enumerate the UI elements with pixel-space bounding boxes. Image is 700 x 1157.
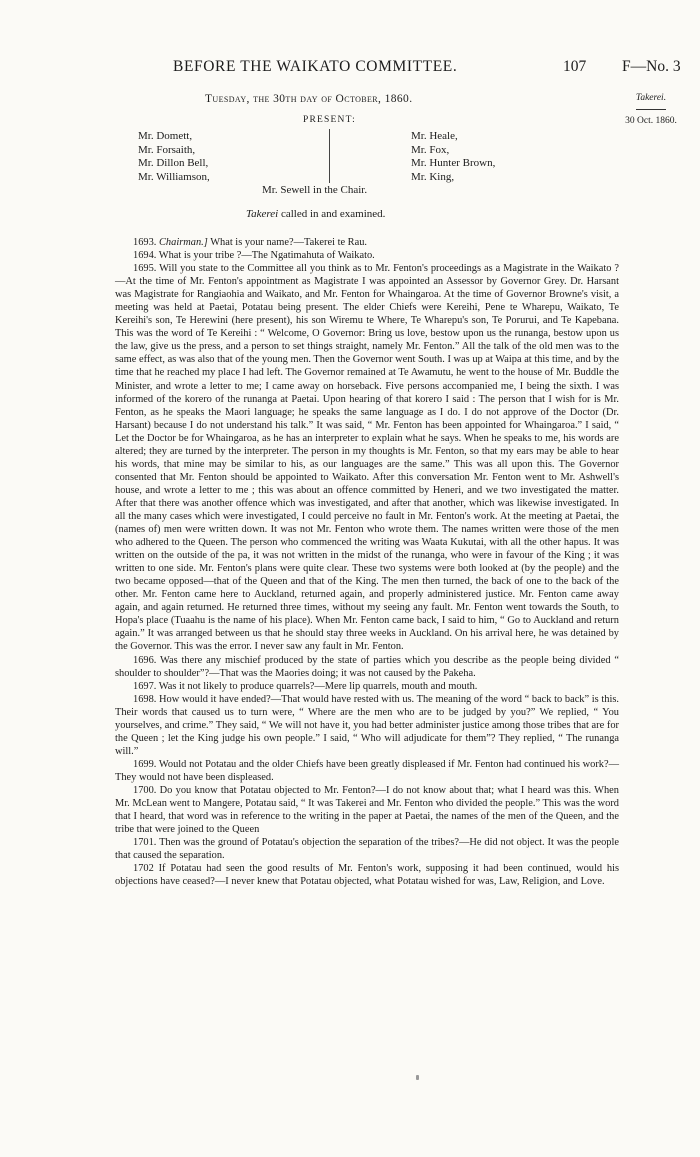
witness-called-text: called in and examined.	[278, 208, 386, 220]
question-number: 1695.	[133, 263, 157, 275]
question-number: 1693.	[133, 237, 157, 248]
question-paragraph	[115, 758, 619, 784]
member-name: Mr. Heale,	[411, 130, 458, 142]
running-title: BEFORE THE WAIKATO COMMITTEE.	[173, 58, 458, 75]
margin-rule	[636, 109, 666, 110]
members-left-column	[138, 130, 210, 184]
question-number: 1701.	[133, 837, 157, 849]
member-name: Mr. Williamson,	[138, 170, 210, 183]
member-name: Mr. Domett,	[138, 130, 193, 142]
member-name: Mr. Dillon Bell,	[138, 157, 209, 170]
members-right-column	[411, 130, 495, 184]
question-paragraph	[115, 680, 619, 693]
question-number: 1696.	[133, 654, 157, 666]
question-number: 1702	[133, 863, 154, 875]
question-number: 1698.	[133, 693, 157, 705]
question-paragraph	[115, 862, 619, 888]
present-heading: PRESENT:	[303, 115, 356, 125]
question-text: Was it not likely to produce quarrels?—Mere lip quarrels, mouth and mouth.	[156, 680, 478, 692]
witness-name: Takerei	[246, 208, 279, 220]
question-text: What is your tribe ?—The Ngatimahuta of Waikato.	[156, 250, 375, 262]
question-text: Was there any mischief produced by the state of parties which you describe as the people being divided “ shoulder to shoulder”?—That was the Maories doing; it was not caused by the Pakeha.	[115, 654, 619, 679]
margin-witness-name: Takerei.	[635, 93, 667, 103]
question-paragraph	[115, 693, 619, 758]
question-text: What is your name?—Takerei te Rau.	[207, 237, 368, 248]
question-number: 1694.	[133, 250, 157, 262]
question-paragraph	[115, 654, 619, 680]
question-text: Will you state to the Committee all you think as to Mr. Fenton's proceedings as a Magistrate in the Waikato ?—At the time of Mr. Fenton's appointment as Magistrate I was appointed an Assessor by Governor Grey. Dr. Harsant was Magistrate for Rangiaohia and Waikato, and Mr. Fenton for Whaingaroa. At the time of Governor Browne's visit, a meeting was held at Paetai, Potatau being present. The elder Chiefs were Kereihi, Pene te Wharepu, Waikato, Te Kereihi's son, Te Herewini (here present), his son Wiremu te Where, Te Wharepu's son, Te Porurui, and Te Kapebana. This was the word of Te Kereihi : “ Welcome, O Governor: Bring us love, bestow upon us the runanga, bestow upon us the law, give us the press, and a person to set things straight, namely Mr. Fenton.” All the talk of the old men was to the same effect, as was also that of the young men. Then the Governor went South. I was up at Waipa at this time, and by the time that he reached my place I had left. The Governor remained at Te Awamutu, he went to the house of Mr. Buddle the Minister, and wrote a letter to me; I came away on horseback. Five persons accompanied me, I being the sixth. I was informed of the korero of the runanga at Paetai. Upon hearing of that korero I said : The person that I wish for is Mr. Fenton, as he speaks the Maori language; he speaks the same language as I do. I do not approve of the Doctor (Dr. Harsant) because I do not understand his talk.” It was said, “ Mr. Fenton has been appointed for Whaingaroa.” I said, “ Let the Doctor be for Whaingaroa, as he has an interpreter to explain what he says. When he speaks to me, his words are altered; they are turned by the interpreter. The person in my thoughts is Mr. Fenton, so that my ears may be able to hear his words, that mine may be similar to his, as our languages are the same.” This was all upon this. The Governor consented that Mr. Fenton should be appointed to Waikato. After this conversation Mr. Fenton went to Mr. Ashwell's house, and wrote a letter to me ; this was about an offence committed by Heneri, and we two investigated the matter. After that there was another offence which was investigated, and after that another, which was likewise investigated. In all the many cases which were investigated, I could perceive no fault in Mr. Fenton's work. At the meeting at Paetai, the (names of) men were written down. It was not Mr. Fenton who wrote them. The names written were those of the men who adhered to the Queen. The person who commenced the writing was Waata Kukutai, with all the other hapus. It was written on the outside of the pa, it was not written in the midst of the runanga, who were in favour of the King ; it was written to one side. Mr. Fenton's plans were quite clear. These two systems were both looked at (by the people) and the two became opposed—that of the Queen and that of the King. The men then turned, the back of one to the back of the other. Mr. Fenton came here to Auckland, returned again, and properly administered justice. Mr. Fenton came away again, and again returned. He returned three times, without my seeing any fault. Mr. Fenton went towards the South, to Hopa's place (Tuaahu is the name of his place). When Mr. Fenton came back, I said to him, “ Go to Auckland and return again.” It was arranged between us that he should stay three weeks in Auckland. On his arrival here, he was detained by the Governor. This was the error. I never saw any fault in Mr. Fenton.	[115, 263, 619, 653]
members-divider	[329, 129, 330, 183]
member-name: Mr. Fox,	[411, 143, 450, 156]
question-text: If Potatau had seen the good results of Mr. Fenton's work, supposing it had been continued, would his objections have ceased?—I never knew that Potatau objected, what Potatau wished for was, Law, Religion, and Love.	[115, 863, 619, 888]
chair-line: Mr. Sewell in the Chair.	[262, 184, 368, 196]
session-date: Tuesday, the 30th day of October, 1860.	[205, 93, 413, 105]
question-paragraph	[115, 249, 619, 262]
question-number: 1700.	[133, 784, 157, 796]
question-text: Do you know that Potatau objected to Mr. Fenton?—I do not know about that; what I heard was this. When Mr. McLean went to Mangere, Potatau said, “ It was Takerei and Mr. Fenton who divided the people.” This was the word that I heard, that word was in reference to the writing in the paper at Paetai, the names of the men of the Queen, and the tribe that were joined to the Queen	[115, 784, 619, 836]
question-text: Then was the ground of Potatau's objection the separation of the tribes?—He did not object. It was the people that caused the separation.	[115, 837, 619, 862]
question-paragraph	[115, 262, 619, 653]
question-paragraph	[115, 784, 619, 836]
member-name: Mr. Hunter Brown,	[411, 157, 496, 170]
speaker-label: Chairman.]	[159, 237, 208, 248]
question-text: How would it have ended?—That would have rested with us. The meaning of the word “ back to back” is this. Their words that caused us to turn were, “ Where are the men who are to be judged by you?” We replied, “ You yourselves, and crime.” They said, “ We will not have it, you had better administer justice among those tribes that are for the Queen ; let the King judge his own people.” I said, “ Who will adjudicate for them”? They replied, “ The runanga will.”	[115, 693, 619, 757]
question-paragraph	[115, 836, 619, 862]
paper-speck	[416, 1075, 419, 1080]
question-number: 1699.	[133, 758, 157, 770]
member-name: Mr. King,	[411, 170, 455, 183]
document-reference: F—No. 3	[622, 58, 681, 75]
question-paragraph	[115, 236, 619, 249]
testimony-body	[115, 236, 619, 888]
question-text: Would not Potatau and the older Chiefs have been greatly displeased if Mr. Fenton had continued his work?—They would not have been displeased.	[115, 758, 619, 783]
member-name: Mr. Forsaith,	[138, 143, 196, 156]
page-number: 107	[563, 58, 587, 75]
margin-date: 30 Oct. 1860.	[625, 116, 677, 126]
witness-called-line	[246, 208, 385, 220]
question-number: 1697.	[133, 680, 157, 692]
